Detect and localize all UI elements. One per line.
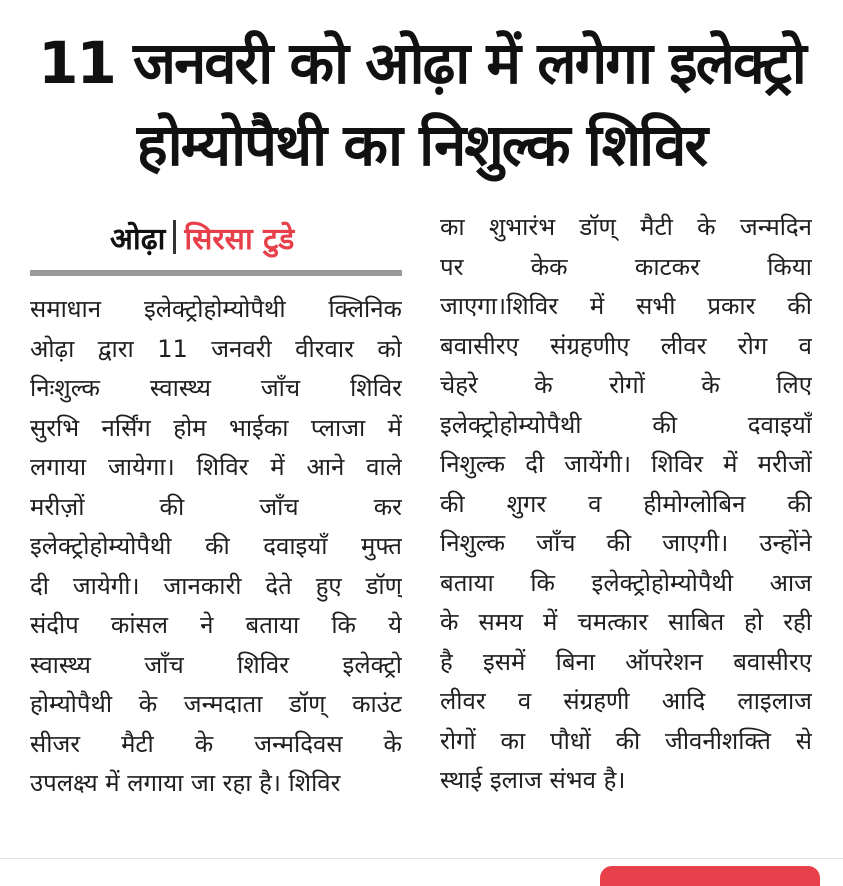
article-line: मरीज़ों की जाँच कर <box>30 492 402 521</box>
dateline-newspaper: सिरसा टुडे <box>184 221 295 257</box>
page-bottom-divider <box>0 858 843 859</box>
article-line: जाएगा।शिविर में सभी प्रकार की <box>440 292 812 320</box>
dateline <box>30 212 402 262</box>
article-line: सीजर मैटी के जन्मदिवस के <box>30 729 402 758</box>
article-column-right <box>440 208 812 801</box>
article-line: बताया कि इलेक्ट्रोहोम्योपैथी आज <box>440 568 812 597</box>
article-line: निशुल्क दी जायेंगी। शिविर में मरीजों <box>440 450 812 478</box>
article-line: दी जायेगी। जानकारी देते हुए डॉण् <box>30 571 402 600</box>
article-line: चेहरे के रोगों के लिए <box>440 371 812 399</box>
headline-line-1: 11 जनवरी को ओढ़ा में लगेगा इलेक्ट्रो <box>38 29 805 97</box>
article-line: निःशुल्क स्वास्थ्य जाँच शिविर <box>30 374 402 402</box>
article-line: संदीप कांसल ने बताया कि ये <box>30 611 402 639</box>
dateline-rule <box>30 270 402 276</box>
article-line: ओढ़ा द्वारा 11 जनवरी वीरवार को <box>30 334 402 363</box>
article-line: होम्योपैथी के जन्मदाता डॉण् काउंट <box>30 690 402 718</box>
headline-line-2: होम्योपैथी का निशुल्क शिविर <box>136 111 707 179</box>
article-line: उपलक्ष्य में लगाया जा रहा है। शिविर <box>30 769 341 797</box>
article-line: रोगों का पौधों की जीवनीशक्ति से <box>440 726 812 755</box>
article-line: इलेक्ट्रोहोम्योपैथी की दवाइयाँ मुफ्त <box>30 532 402 560</box>
article-line: स्वास्थ्य जाँच शिविर इलेक्ट्रो <box>30 650 402 679</box>
article-line: लीवर व संग्रहणी आदि लाइलाज <box>440 687 812 715</box>
dateline-place: ओढ़ा <box>110 221 166 257</box>
article-line: सुरभि नर्सिंग होम भाईका प्लाजा में <box>30 413 402 442</box>
brand-corner-mark <box>600 866 820 886</box>
article-line: समाधान इलेक्ट्रोहोम्योपैथी क्लिनिक <box>30 295 402 323</box>
article-line: की शुगर व हीमोग्लोबिन की <box>440 489 812 518</box>
article-column-left <box>30 290 402 804</box>
article-line: पर केक काटकर किया <box>440 252 812 281</box>
article-line: लगाया जायेगा। शिविर में आने वाले <box>30 453 402 481</box>
article-line: निशुल्क जाँच की जाएगी। उन्होंने <box>440 529 812 557</box>
article-line: स्थाई इलाज संभव है। <box>440 766 626 794</box>
article-line: इलेक्ट्रोहोम्योपैथी की दवाइयाँ <box>440 410 812 439</box>
dateline-separator <box>173 220 176 254</box>
article-line: का शुभारंभ डॉण् मैटी के जन्मदिन <box>440 213 812 241</box>
article-line: बवासीरए संग्रहणीए लीवर रोग व <box>440 331 812 360</box>
article-line: है इसमें बिना ऑपरेशन बवासीरए <box>440 647 812 676</box>
article-line: के समय में चमत्कार साबित हो रही <box>440 608 812 636</box>
